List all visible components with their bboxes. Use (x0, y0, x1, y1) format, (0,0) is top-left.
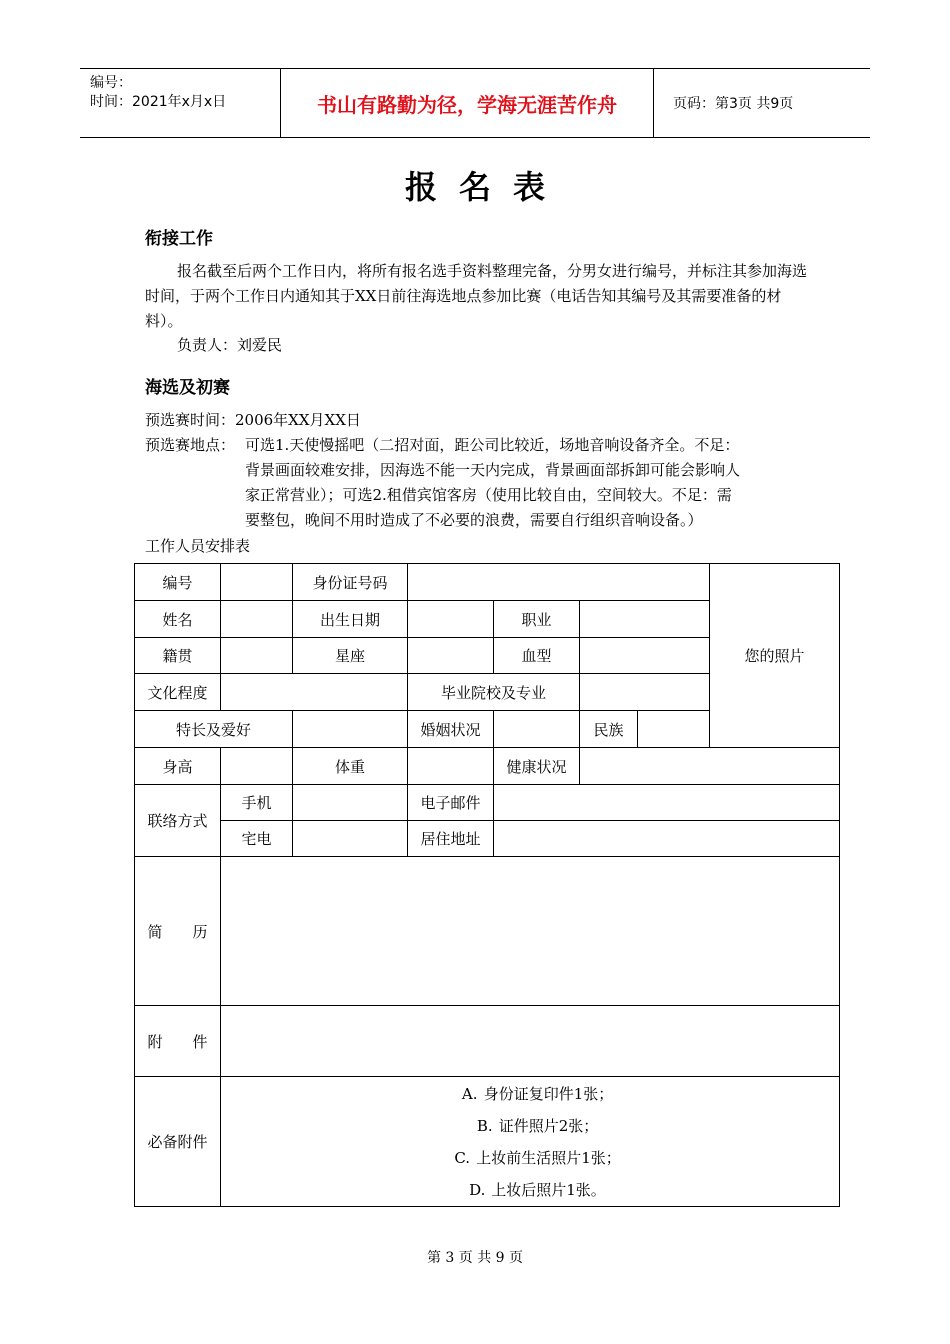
audition-time: 预选赛时间：2006年XX月XX日 (145, 411, 361, 429)
name-field[interactable] (221, 601, 293, 638)
audition-location-line: 家正常营业）；可选2.租借宾馆客房（使用比较自由，空间较大。不足：需 (245, 486, 732, 504)
native-place-field[interactable] (221, 638, 293, 674)
birth-date-label: 出生日期 (293, 601, 408, 638)
header-page-label: 页码：第3页 共9页 (673, 96, 794, 112)
occupation-field[interactable] (580, 601, 710, 638)
attachments-label: 附 件 (135, 1006, 221, 1077)
home-phone-label: 宅电 (221, 821, 293, 857)
id-no-label: 编号 (135, 564, 221, 601)
responsible-person: 负责人：刘爱民 (177, 336, 283, 354)
id-card-field[interactable] (408, 564, 710, 601)
address-field[interactable] (494, 821, 840, 857)
ethnicity-field[interactable] (638, 711, 710, 748)
handover-heading: 衔接工作 (145, 229, 213, 249)
page-title: 报名表 (404, 168, 567, 206)
page-header (80, 68, 870, 138)
weight-label: 体重 (293, 748, 408, 785)
registration-form (134, 563, 840, 1207)
staff-caption: 工作人员安排表 (145, 537, 251, 555)
header-number: 编号： (90, 75, 132, 91)
height-label: 身高 (135, 748, 221, 785)
attachments-field[interactable] (221, 1006, 840, 1077)
education-field[interactable] (221, 674, 408, 711)
list-item: D. 上妆后照片1张。 (469, 1180, 606, 1199)
ethnicity-label: 民族 (580, 711, 638, 748)
header-meta (80, 69, 281, 137)
blood-type-field[interactable] (580, 638, 710, 674)
list-item: B. 证件照片2张； (476, 1116, 599, 1135)
photo-box[interactable]: 您的照片 (710, 564, 840, 748)
contact-label: 联络方式 (135, 785, 221, 857)
header-time: 时间：2021年x月x日 (90, 94, 227, 110)
id-no-field[interactable] (221, 564, 293, 601)
resume-label: 简 历 (135, 857, 221, 1006)
blood-type-label: 血型 (494, 638, 580, 674)
address-label: 居住地址 (408, 821, 494, 857)
required-attachments-label: 必备附件 (135, 1077, 221, 1207)
zodiac-label: 星座 (293, 638, 408, 674)
health-label: 健康状况 (494, 748, 580, 785)
school-major-label: 毕业院校及专业 (408, 674, 580, 711)
hobbies-label: 特长及爱好 (135, 711, 293, 748)
health-field[interactable] (580, 748, 840, 785)
weight-field[interactable] (408, 748, 494, 785)
name-label: 姓名 (135, 601, 221, 638)
audition-location-label: 预选赛地点： (145, 436, 236, 454)
header-page (664, 69, 870, 137)
audition-location-line: 可选1.天使慢摇吧（二招对面，距公司比较近，场地音响设备齐全。不足： (245, 436, 740, 454)
height-field[interactable] (221, 748, 293, 785)
resume-field[interactable] (221, 857, 840, 1006)
school-major-field[interactable] (580, 674, 710, 711)
mobile-label: 手机 (221, 785, 293, 821)
audition-location-line: 背景画面较难安排，因海选不能一天内完成，背景画面部拆卸可能会影响人 (245, 461, 741, 479)
marital-field[interactable] (494, 711, 580, 748)
email-field[interactable] (494, 785, 840, 821)
occupation-label: 职业 (494, 601, 580, 638)
audition-location-line: 要整包，晚间不用时造成了不必要的浪费，需要自行组织音响设备。） (245, 511, 703, 529)
audition-heading: 海选及初赛 (145, 378, 230, 398)
handover-paragraph: 报名截至后两个工作日内，将所有报名选手资料整理完备，分男女进行编号，并标注其参加海选时间，于两个工作日内通知其于XX日前往海选地点参加比赛（电话告知其编号及其需要准备的材料）。 (145, 262, 808, 330)
zodiac-field[interactable] (408, 638, 494, 674)
hobbies-field[interactable] (293, 711, 408, 748)
header-motto: 书山有路勤为径，学海无涯苦作舟 (281, 69, 654, 137)
email-label: 电子邮件 (408, 785, 494, 821)
birth-date-field[interactable] (408, 601, 494, 638)
mobile-field[interactable] (293, 785, 408, 821)
required-attachments-list (221, 1077, 840, 1207)
list-item: C. 上妆前生活照片1张； (454, 1148, 621, 1167)
marital-label: 婚姻状况 (408, 711, 494, 748)
list-item: A. 身份证复印件1张； (461, 1084, 614, 1103)
education-label: 文化程度 (135, 674, 221, 711)
native-place-label: 籍贯 (135, 638, 221, 674)
home-phone-field[interactable] (293, 821, 408, 857)
page-footer: 第 3 页 共 9 页 (426, 1250, 524, 1266)
id-card-label: 身份证号码 (293, 564, 408, 601)
